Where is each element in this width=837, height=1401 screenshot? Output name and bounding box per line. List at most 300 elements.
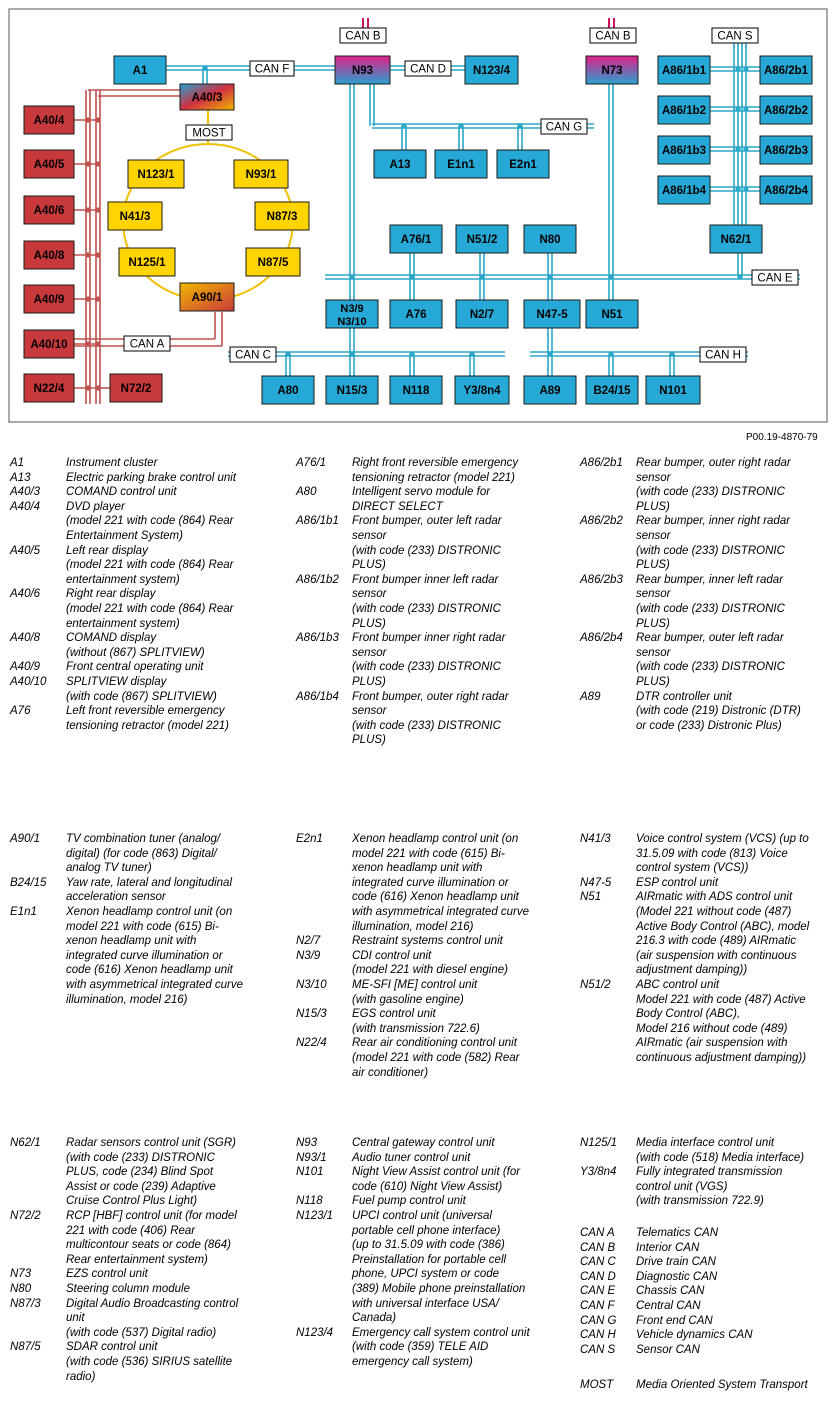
legend-entry (296, 978, 558, 1007)
legend-description: Central CAN (636, 1299, 701, 1312)
unit-label: N51/2 (466, 234, 498, 246)
unit-n93-1 (234, 160, 288, 188)
legend-description: Emergency call system control unit (with code (359) TELE AID emergency call system) (352, 1326, 530, 1368)
legend-description: Left rear display (model 221 with code (864) Rear entertainment system) (66, 544, 234, 586)
legend-description: ESP control unit (636, 876, 719, 889)
unit-label: N22/4 (33, 383, 65, 395)
bus-junction (85, 161, 90, 166)
legend-description: ME-SFI [ME] control unit (with gasoline engine) (352, 978, 478, 1006)
bus-label-can-c (230, 347, 276, 362)
unit-a86-2b3 (760, 136, 812, 164)
unit-label: Y3/8n4 (463, 385, 501, 397)
legend-description: Instrument cluster (66, 457, 158, 469)
bus-junction (743, 106, 748, 111)
legend-code: B24/15 (10, 876, 47, 889)
legend-code: N51 (580, 891, 602, 904)
legend-entry (10, 631, 272, 660)
unit-label: N93 (351, 65, 374, 77)
legend-description: EZS control unit (66, 1268, 148, 1281)
unit-n51-2 (456, 225, 508, 253)
bus-junction (95, 117, 100, 122)
bus-label-text: CAN E (757, 272, 793, 285)
bus-junction (409, 274, 414, 279)
unit-a76-1 (390, 225, 442, 253)
unit-label: N62/1 (720, 234, 752, 246)
bus-label-text: CAN G (545, 121, 583, 134)
legend-code: N80 (10, 1282, 32, 1295)
bus-junction (547, 274, 552, 279)
legend-code: A13 (10, 471, 31, 484)
legend-entry (10, 471, 272, 486)
unit-a40-8 (24, 241, 74, 269)
legend-code: N93/1 (296, 1151, 327, 1164)
legend-entry (580, 1255, 837, 1270)
unit-a40-5 (24, 150, 74, 178)
legend-column-4 (10, 832, 272, 1007)
legend-description: SPLITVIEW display (with code (867) SPLITVIEW) (66, 675, 217, 703)
unit-label: A80 (277, 385, 299, 397)
legend-entry (580, 890, 837, 978)
unit-a40-4 (24, 106, 74, 134)
legend-entry (10, 1209, 272, 1267)
legend-code: CAN C (580, 1256, 616, 1269)
legend-description: Left front reversible emergency tensioning retractor (model 221) (66, 705, 229, 732)
legend-code: A1 (10, 457, 25, 469)
legend-description: DTR controller unit (with code (219) Distronic (DTR) or code (233) Distronic Plus) (636, 690, 801, 732)
legend-description: SDAR control unit (with code (536) SIRIUS satellite radio) (66, 1341, 233, 1383)
legend-description: Radar sensors control unit (SGR) (with code (233) DISTRONIC PLUS, code (234) Blind Spot Assist or code (239) Adaptive Cruise Control Plus Light) (66, 1137, 237, 1208)
unit-label: N87/5 (257, 257, 289, 269)
legend-entry (10, 675, 272, 704)
legend-column-9 (580, 1136, 837, 1209)
unit-label: E1n1 (447, 159, 475, 171)
legend-entry (296, 1194, 558, 1209)
legend-entry (296, 1326, 558, 1370)
legend-entry (10, 1136, 272, 1209)
legend-entry (296, 934, 558, 949)
unit-label: A86/1b1 (661, 65, 707, 77)
bus-junction (743, 66, 748, 71)
unit-a86-2b2 (760, 96, 812, 124)
unit-a40-6 (24, 196, 74, 224)
bus-junction (401, 123, 406, 128)
legend-code: E1n1 (10, 905, 37, 918)
bus-label-can-b-2 (590, 28, 636, 43)
legend-entry (296, 690, 558, 748)
legend-description: Chassis CAN (636, 1285, 705, 1298)
legend-code: E2n1 (296, 833, 323, 845)
bus-junction (85, 296, 90, 301)
unit-e1n1 (435, 150, 487, 178)
bus-junction (349, 351, 354, 356)
legend-entry (10, 876, 272, 905)
figure-reference: P00.19-4870-79 (746, 432, 818, 443)
bus-junction (85, 341, 90, 346)
legend-description: UPCI control unit (universal portable cell phone interface) (up to 31.5.09 with code (386) Preinstallation for portable cell phone, UPCI system or code (389) Mobile phone preinstallation with universal interface USA/ Canada) (352, 1209, 526, 1325)
legend-description: Xenon headlamp control unit (on model 221 with code (615) Bi- xenon headlamp unit with integrated curve illumination or code (616) Xenon headlamp unit with asymmetrical integrated curve illumination, model 216) (66, 905, 244, 1006)
unit-n73 (586, 56, 638, 84)
legend-description: COMAND control unit (66, 486, 177, 499)
unit-n123-4 (465, 56, 518, 84)
legend-description: AIRmatic with ADS control unit (Model 221 without code (487) Active Body Control (ABC), model 216.3 with code (489) AIRmatic (air suspension with continuous adjustment damping)) (636, 891, 810, 977)
legend-entry (296, 485, 558, 514)
legend-entry (10, 1267, 272, 1282)
legend-entry (296, 832, 558, 934)
unit-n125-1 (119, 248, 175, 276)
legend-entry (296, 1151, 558, 1166)
unit-label: A86/2b2 (763, 105, 809, 117)
bus-junction (743, 186, 748, 191)
bus-junction (85, 252, 90, 257)
legend-description: Front end CAN (636, 1314, 713, 1327)
legend-description: RCP [HBF] control unit (for model 221 with code (406) Rear multicontour seats or code (864) Rear entertainment system) (66, 1209, 237, 1266)
legend-entry (10, 456, 272, 471)
bus-junction (735, 106, 740, 111)
legend-description: Rear bumper, outer right radar sensor (with code (233) DISTRONIC PLUS) (636, 457, 791, 513)
unit-a86-1b1 (658, 56, 710, 84)
legend-entry (580, 876, 837, 891)
legend-description: Voice control system (VCS) (up to 31.5.09 with code (813) Voice control system (VCS)) (636, 833, 809, 875)
legend-entry (10, 704, 272, 733)
unit-n87-5 (246, 248, 300, 276)
legend-entry (296, 949, 558, 978)
unit-label: A40/4 (33, 115, 65, 127)
bus-label-can-f (250, 61, 294, 76)
unit-a76 (390, 300, 442, 328)
legend-code: N87/5 (10, 1341, 41, 1354)
legend-entry (296, 514, 558, 572)
bus-junction (285, 351, 290, 356)
bus-label-can-h (700, 347, 746, 362)
unit-label: A86/1b4 (661, 185, 707, 197)
bus-junction (349, 274, 354, 279)
legend-entry (580, 1241, 837, 1256)
bus-junction (735, 146, 740, 151)
bus-label-text: CAN H (705, 349, 741, 362)
legend-code: A86/2b4 (580, 632, 623, 645)
bus-junction (669, 351, 674, 356)
bus-junction (608, 274, 613, 279)
unit-a40-9 (24, 285, 74, 313)
legend-entry (580, 1343, 837, 1358)
bus-junction (735, 66, 740, 71)
unit-a13 (374, 150, 426, 178)
bus-label-can-d (405, 61, 451, 76)
legend-column-2 (296, 456, 558, 748)
bus-label-text: MOST (192, 127, 226, 140)
unit-label: N3/10 (337, 316, 367, 328)
legend-code: N3/9 (296, 949, 321, 962)
bus-label-can-a (124, 336, 170, 351)
unit-label: A13 (389, 159, 411, 171)
legend-code: A86/1b1 (296, 515, 339, 528)
unit-label: A86/1b3 (661, 145, 707, 157)
unit-label: N125/1 (128, 257, 166, 269)
legend-entry (580, 690, 837, 734)
unit-label: N101 (659, 385, 687, 397)
legend-entry (10, 544, 272, 588)
bus-label-can-b-1 (340, 28, 386, 43)
unit-label: A86/1b2 (661, 105, 707, 117)
unit-a86-2b4 (760, 176, 812, 204)
unit-label: N93/1 (245, 169, 277, 181)
legend-code: CAN S (580, 1343, 616, 1356)
bus-junction (547, 351, 552, 356)
legend-description: Front bumper, outer left radar sensor (with code (233) DISTRONIC PLUS) (352, 515, 502, 572)
unit-label: N47-5 (536, 309, 568, 321)
legend-entry (580, 1136, 837, 1165)
legend-entry (10, 832, 272, 876)
unit-a80 (262, 376, 314, 404)
unit-n118 (390, 376, 442, 404)
legend-description: CDI control unit (model 221 with diesel engine) (352, 949, 508, 977)
legend-entry (10, 660, 272, 675)
unit-n3-9 (326, 300, 378, 328)
unit-n72-2 (110, 374, 162, 402)
legend-description: Audio tuner control unit (352, 1151, 471, 1164)
bus-junction (85, 207, 90, 212)
unit-n62-1 (710, 225, 762, 253)
legend-code: N93 (296, 1137, 318, 1149)
bus-label-text: CAN F (254, 63, 290, 76)
legend-entry (580, 1314, 837, 1329)
bus-label-text: CAN D (410, 63, 446, 76)
unit-label: N15/3 (336, 385, 368, 397)
unit-a89 (524, 376, 576, 404)
legend-code: N87/3 (10, 1297, 41, 1310)
unit-label: A89 (539, 385, 561, 397)
bus-label-can-e (752, 270, 798, 285)
legend-code: A40/9 (10, 661, 41, 674)
unit-a86-1b4 (658, 176, 710, 204)
unit-a86-1b3 (658, 136, 710, 164)
unit-e2n1 (497, 150, 549, 178)
legend-code: N73 (10, 1268, 32, 1281)
legend-entry (580, 631, 837, 689)
legend-description: Vehicle dynamics CAN (636, 1329, 753, 1342)
unit-label: E2n1 (509, 159, 537, 171)
legend-code: A90/1 (10, 833, 41, 845)
bus-junction (85, 385, 90, 390)
legend-description: Restraint systems control unit (352, 935, 503, 948)
unit-label: N87/3 (266, 211, 298, 223)
legend-entry (296, 1209, 558, 1326)
legend-code: N72/2 (10, 1209, 41, 1222)
legend-entry (10, 485, 272, 500)
unit-label: A40/8 (33, 250, 65, 262)
bus-junction (409, 351, 414, 356)
legend-description: Rear bumper, outer left radar sensor (with code (233) DISTRONIC PLUS) (636, 632, 785, 688)
unit-label: A40/3 (191, 92, 223, 104)
bus-junction (95, 296, 100, 301)
legend-description: Media interface control unit (with code (518) Media interface) (636, 1137, 805, 1164)
unit-n2-7 (456, 300, 508, 328)
legend-entry (580, 1378, 837, 1393)
bus-label-text: CAN S (717, 30, 753, 43)
unit-label: A86/2b3 (763, 145, 809, 157)
legend-description: Rear bumper, inner left radar sensor (with code (233) DISTRONIC PLUS) (636, 573, 785, 630)
legend-code: N15/3 (296, 1008, 327, 1021)
legend-code: A89 (580, 690, 601, 703)
unit-n87-3 (255, 202, 309, 230)
legend-code: A40/5 (10, 544, 41, 557)
legend-entry (580, 1226, 837, 1241)
unit-label: N41/3 (119, 211, 151, 223)
legend-code: A86/1b4 (296, 690, 339, 703)
legend-entry (580, 514, 837, 572)
unit-label: A90/1 (191, 292, 223, 304)
legend-entry (580, 832, 837, 876)
legend-code: CAN A (580, 1227, 615, 1239)
bus-label-can-g (541, 119, 587, 134)
bus-junction (469, 351, 474, 356)
legend-description: Intelligent servo module for DIRECT SELECT (352, 486, 491, 513)
bus-junction (95, 252, 100, 257)
legend-description: Right rear display (model 221 with code (864) Rear entertainment system) (66, 588, 234, 630)
legend-description: Front bumper, outer right radar sensor (with code (233) DISTRONIC PLUS) (352, 690, 509, 747)
legend-entry (580, 1165, 837, 1209)
legend-entry (296, 456, 558, 485)
legend-entry (10, 587, 272, 631)
unit-n51 (586, 300, 638, 328)
unit-a86-2b1 (760, 56, 812, 84)
unit-label: N73 (601, 65, 623, 77)
legend-code: A76/1 (296, 457, 327, 469)
bus-label-most (186, 125, 232, 140)
bus-junction (202, 65, 207, 70)
legend-entry (580, 1299, 837, 1314)
legend-column-can (580, 1226, 837, 1357)
legend-column-3 (580, 456, 837, 733)
legend-code: Y3/8n4 (580, 1166, 617, 1179)
unit-label: N51 (601, 309, 623, 321)
unit-label: A86/2b1 (763, 65, 809, 77)
bus-junction (95, 161, 100, 166)
legend-description: EGS control unit (with transmission 722.6) (352, 1008, 480, 1035)
legend-description: Front central operating unit (66, 661, 204, 674)
legend-description: Media Oriented System Transport (636, 1379, 808, 1391)
legend-entry (10, 905, 272, 1007)
unit-label: A1 (132, 65, 148, 77)
legend-description: Front bumper inner left radar sensor (with code (233) DISTRONIC PLUS) (352, 573, 501, 630)
legend-description: ABC control unit Model 221 with code (487) Active Body Control (ABC), Model 216 without code (489) AIRmatic (air suspension with continuous adjustment damping)) (636, 978, 807, 1064)
legend-code: MOST (580, 1379, 614, 1391)
bus-junction (458, 123, 463, 128)
unit-a1 (114, 56, 166, 84)
bus-label-text: CAN A (129, 338, 165, 351)
unit-n15-3 (326, 376, 378, 404)
legend-entry (296, 631, 558, 689)
legend-code: CAN G (580, 1314, 617, 1327)
unit-label: N123/1 (137, 169, 175, 181)
bus-junction (85, 117, 90, 122)
bus-label-text: CAN C (235, 349, 271, 362)
legend-description: DVD player (model 221 with code (864) Rear Entertainment System) (66, 500, 234, 542)
legend-code: N41/3 (580, 833, 611, 845)
legend-entry (580, 1328, 837, 1343)
unit-y3-8n4 (455, 376, 509, 404)
legend-entry (580, 978, 837, 1066)
legend-description: Rear bumper, inner right radar sensor (with code (233) DISTRONIC PLUS) (636, 515, 791, 572)
legend-column-5 (296, 832, 558, 1080)
unit-label: N123/4 (472, 65, 511, 77)
legend-code: A86/2b2 (580, 515, 623, 528)
legend-code: N22/4 (296, 1037, 327, 1050)
unit-label: N80 (539, 234, 561, 246)
unit-n123-1 (128, 160, 184, 188)
legend-description: Digital Audio Broadcasting control unit (with code (537) Digital radio) (66, 1297, 239, 1339)
unit-a86-1b2 (658, 96, 710, 124)
unit-label: A40/5 (33, 159, 65, 171)
unit-label: A76/1 (400, 234, 432, 246)
legend-description: Telematics CAN (636, 1227, 719, 1239)
legend-entry (10, 1297, 272, 1341)
legend-description: Rear air conditioning control unit (model 221 with code (582) Rear air conditioner) (352, 1037, 520, 1079)
bus-label-text: CAN B (345, 30, 381, 43)
unit-label: N72/2 (120, 383, 152, 395)
bus-junction (95, 341, 100, 346)
legend-code: N2/7 (296, 935, 321, 948)
unit-n80 (524, 225, 576, 253)
legend-code: N101 (296, 1166, 324, 1179)
legend-code: N3/10 (296, 978, 327, 991)
legend-entry (296, 1136, 558, 1151)
legend-code: CAN H (580, 1329, 616, 1342)
unit-label: N3/9 (340, 303, 364, 315)
legend-code: N123/1 (296, 1209, 334, 1222)
legend-entry (580, 1270, 837, 1285)
legend-description: Xenon headlamp control unit (on model 221 with code (615) Bi- xenon headlamp unit with integrated curve illumination or code (616) Xenon headlamp unit with asymmetrical integrated curve illumination, model 216) (352, 833, 530, 933)
legend-code: A86/1b2 (296, 573, 339, 586)
legend-column-1 (10, 456, 272, 733)
unit-label: A86/2b4 (763, 185, 809, 197)
unit-a40-3 (180, 84, 234, 110)
legend-code: CAN D (580, 1270, 616, 1283)
unit-label: A40/6 (33, 205, 65, 217)
unit-a40-10 (24, 330, 74, 358)
bus-junction (95, 385, 100, 390)
legend-code: A40/8 (10, 632, 41, 645)
unit-label: N118 (402, 385, 430, 397)
legend-code: N62/1 (10, 1137, 41, 1149)
bus-label-can-s (712, 28, 758, 43)
legend-code: A76 (10, 705, 31, 718)
legend-code: A40/10 (10, 675, 47, 688)
legend-code: CAN B (580, 1241, 616, 1254)
legend-description: Drive train CAN (636, 1256, 716, 1269)
legend-description: Right front reversible emergency tensioning retractor (model 221) (352, 457, 519, 484)
legend-code: CAN E (580, 1285, 616, 1298)
legend-entry (296, 573, 558, 631)
legend-description: Steering column module (66, 1282, 191, 1295)
legend-column-6 (580, 832, 837, 1066)
legend-description: Interior CAN (636, 1241, 700, 1254)
legend-description: Night View Assist control unit (for code (610) Night View Assist) (352, 1166, 521, 1193)
legend-description: Sensor CAN (636, 1343, 700, 1356)
legend-entry (580, 456, 837, 514)
unit-label: A40/10 (30, 339, 68, 351)
bus-junction (735, 186, 740, 191)
unit-n41-3 (108, 202, 162, 230)
unit-label: A76 (405, 309, 427, 321)
unit-n93 (335, 56, 390, 84)
bus-label-text: CAN B (595, 30, 631, 43)
unit-label: B24/15 (593, 385, 631, 397)
legend-entry (10, 1340, 272, 1384)
legend-code: N51/2 (580, 978, 611, 991)
legend-description: COMAND display (without (867) SPLITVIEW) (66, 632, 205, 659)
legend-code: N125/1 (580, 1137, 618, 1149)
